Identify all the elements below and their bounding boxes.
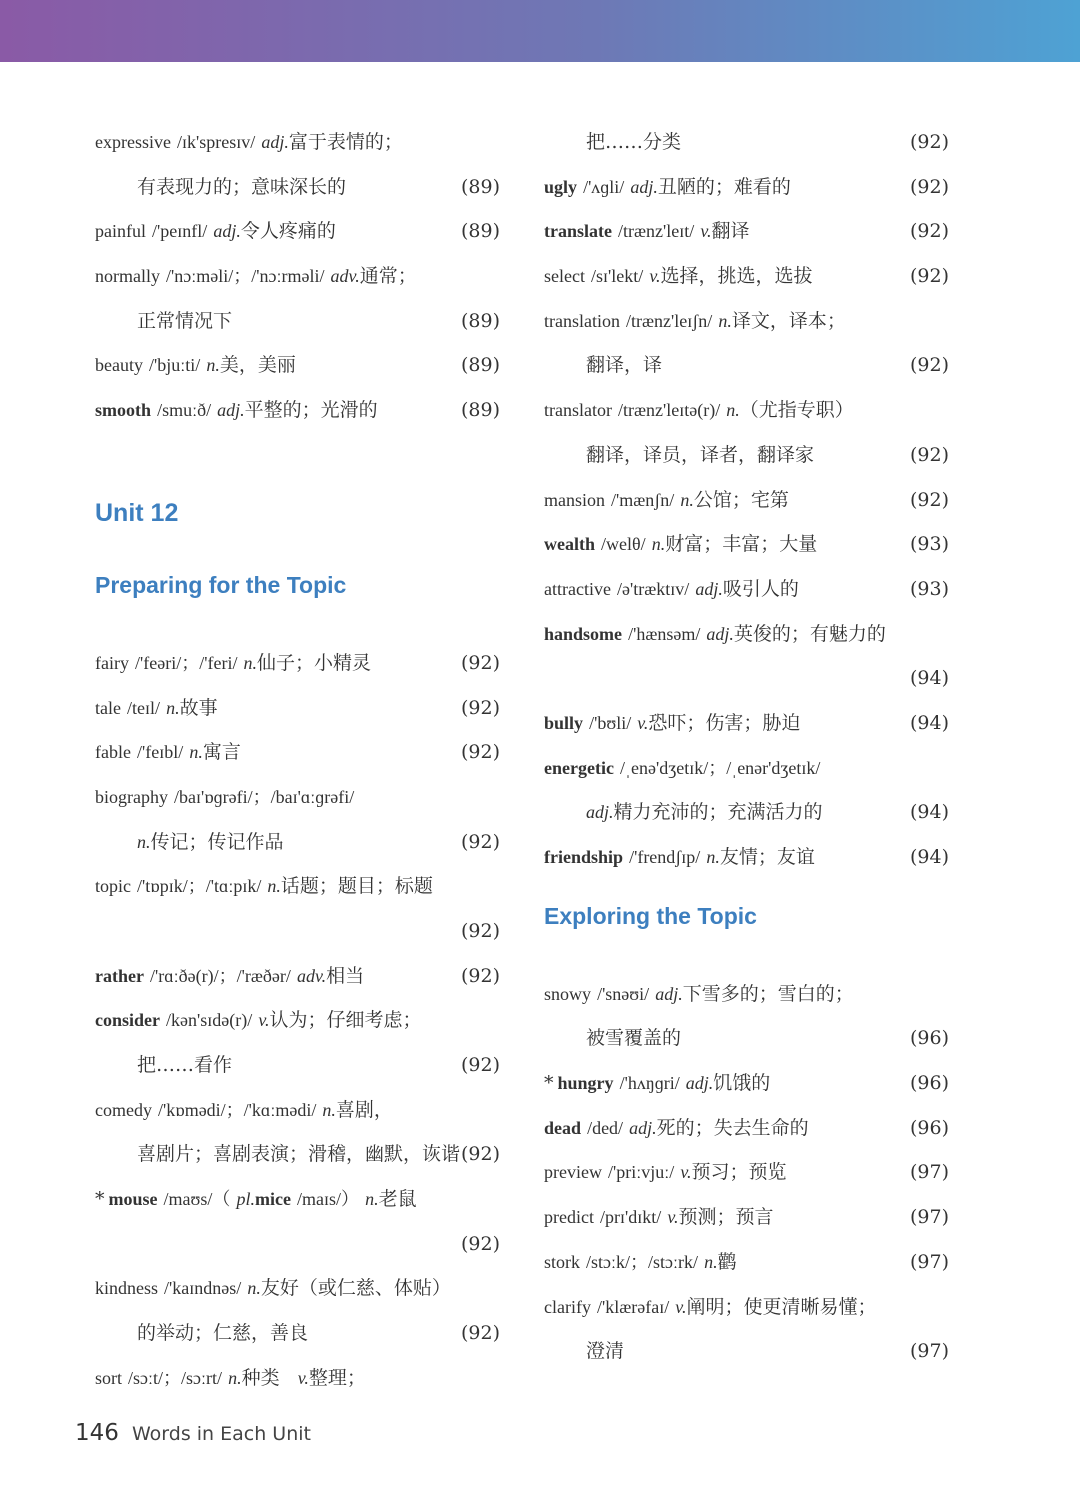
page-ref: (94) — [909, 711, 949, 734]
phonetic: /welθ/ — [601, 534, 646, 555]
part-of-speech: n. — [726, 400, 740, 421]
phonetic: /'tɒpɪk/；/'tɑːpɪk/ — [137, 876, 262, 897]
part-of-speech: v. — [675, 1296, 687, 1317]
page-ref: (92) — [460, 696, 500, 719]
page-ref: (93) — [909, 577, 949, 600]
page-ref: (92) — [460, 741, 500, 764]
page-ref: (96) — [909, 1027, 949, 1050]
vocab-entry — [544, 478, 949, 523]
vocab-entry — [95, 730, 500, 775]
part-of-speech: adj. — [586, 802, 614, 823]
definition: 恐吓；伤害；胁迫 — [648, 711, 801, 734]
part-of-speech: n. — [706, 847, 720, 867]
vocab-entry — [544, 254, 949, 299]
phonetic: /trænz'leɪʃn/ — [626, 310, 713, 331]
vocab-entry — [95, 775, 500, 820]
definition: 相当 — [326, 964, 365, 987]
vocab-entry — [95, 209, 500, 254]
footer-label: Words in Each Unit — [132, 1423, 311, 1445]
part-of-speech: v. — [667, 1207, 679, 1228]
vocab-entry — [544, 299, 949, 344]
part-of-speech: v. — [297, 1367, 309, 1388]
phonetic: /'hænsəm/ — [628, 623, 701, 644]
vocab-entry — [95, 1356, 500, 1401]
page-ref: (93) — [909, 533, 949, 556]
vocab-entry — [95, 120, 500, 165]
definition: 把……分类 — [586, 131, 682, 153]
phonetic: /'kaɪndnəs/ — [164, 1278, 242, 1299]
vocab-entry — [95, 388, 500, 433]
vocab-entry — [544, 522, 949, 567]
part-of-speech: adj. — [261, 132, 289, 152]
vocab-entry — [544, 1240, 949, 1285]
headword: predict — [544, 1207, 594, 1228]
page-ref: (92) — [460, 1232, 500, 1255]
page-footer — [75, 1420, 311, 1446]
vocab-entry — [544, 835, 949, 880]
right-column — [544, 120, 949, 1374]
vocab-entry — [544, 567, 949, 612]
page-ref: (94) — [909, 846, 949, 868]
headword: fable — [95, 742, 131, 763]
definition: 译文，译本； — [731, 309, 846, 332]
vocab-entry — [544, 209, 949, 254]
part-of-speech: v. — [258, 1010, 270, 1031]
part-of-speech: adj. — [706, 623, 734, 644]
part-of-speech: n. — [322, 1099, 336, 1120]
definition: 死的；失去生命的 — [656, 1116, 809, 1139]
part-of-speech: adv. — [296, 965, 327, 986]
page-ref: (89) — [460, 399, 500, 422]
part-of-speech: adj. — [655, 983, 683, 1004]
vocab-entry — [544, 701, 949, 746]
headword: mouse — [108, 1189, 158, 1210]
vocab-entry — [95, 864, 500, 909]
vocab-entry — [95, 1311, 500, 1356]
page-ref: (94) — [909, 667, 949, 690]
vocab-entry — [95, 998, 500, 1043]
page-ref: (97) — [909, 1206, 949, 1229]
definition: 公馆；宅第 — [693, 488, 789, 511]
definition: 精力充沛的；充满活力的 — [613, 801, 823, 824]
vocab-entry — [544, 972, 949, 1017]
headword: rather — [95, 965, 144, 986]
vocab-entry — [95, 1043, 500, 1088]
headword: translator — [544, 400, 612, 421]
phonetic: /ˌenə'dʒetɪk/；/ˌenər'dʒetɪk/ — [620, 757, 821, 778]
headword: expressive — [95, 132, 171, 152]
phonetic: /'kɒmədi/；/'kɑːmədi/ — [158, 1099, 317, 1120]
definition: 美，美丽 — [219, 354, 296, 377]
part-of-speech: adj. — [213, 221, 241, 242]
page-number: 146 — [75, 1420, 119, 1446]
unit-title: Unit 12 — [95, 498, 179, 527]
vocab-entry — [544, 656, 949, 701]
vocab-entry — [544, 1016, 949, 1061]
headword: consider — [95, 1010, 160, 1031]
headword: hungry — [557, 1073, 614, 1094]
star-marker: * — [544, 1072, 554, 1095]
headword: mansion — [544, 489, 605, 510]
page-ref: (92) — [460, 1054, 500, 1076]
phonetic: /'feəri/；/'feri/ — [135, 652, 238, 673]
headword: sort — [95, 1367, 122, 1388]
part-of-speech: n. — [704, 1251, 718, 1272]
vocab-entry — [95, 686, 500, 731]
vocab-entry — [544, 746, 949, 791]
page-ref: (92) — [460, 964, 500, 987]
part-of-speech: pl. — [236, 1189, 255, 1210]
entry-list — [544, 120, 949, 880]
phonetic: /'feɪbl/ — [137, 742, 184, 763]
definition: 友情；友谊 — [719, 846, 815, 868]
phonetic: /'hʌŋɡri/ — [619, 1073, 680, 1094]
phonetic: /ded/ — [587, 1117, 624, 1138]
definition: 财富；丰富；大量 — [665, 533, 818, 556]
headword: friendship — [544, 847, 624, 867]
headword: preview — [544, 1162, 602, 1183]
vocab-entry — [544, 1061, 949, 1106]
page-ref: (92) — [909, 443, 949, 466]
phonetic: /'snəʊi/ — [597, 983, 650, 1004]
headword: kindness — [95, 1278, 158, 1299]
part-of-speech: adj. — [217, 400, 245, 421]
definition: 富于表情的； — [288, 131, 403, 153]
phonetic: /smuːð/ — [157, 400, 212, 421]
definition: 传记；传记作品 — [150, 830, 284, 853]
definition: 认为；仔细考虑； — [269, 1009, 422, 1032]
part-of-speech: v. — [680, 1162, 692, 1183]
headword: beauty — [95, 355, 143, 376]
phonetic: /ɪk'spresɪv/ — [177, 132, 256, 152]
headword: comedy — [95, 1099, 152, 1120]
vocab-entry — [544, 1285, 949, 1330]
plural-form: mice — [255, 1189, 291, 1210]
definition: 老鼠 — [378, 1188, 417, 1211]
vocab-entry — [95, 1222, 500, 1267]
headword: stork — [544, 1251, 580, 1272]
definition: 鹳 — [717, 1250, 737, 1273]
phonetic: /ə'træktɪv/ — [617, 578, 690, 599]
phonetic: /'peɪnfl/ — [152, 221, 208, 242]
part-of-speech: v. — [637, 712, 649, 733]
part-of-speech: n. — [718, 310, 732, 331]
headword: smooth — [95, 400, 152, 421]
definition: 澄清 — [586, 1340, 625, 1363]
definition: 种类 — [241, 1366, 280, 1389]
left-column — [95, 120, 500, 1401]
definition: 翻译 — [711, 220, 750, 243]
phonetic: /'klærəfaɪ/ — [597, 1296, 670, 1317]
definition: 喜剧， — [335, 1098, 393, 1121]
definition: 阐明；使更清晰易懂； — [686, 1295, 877, 1318]
definition: 有表现力的；意味深长的 — [137, 175, 347, 198]
page-ref: (96) — [909, 1116, 949, 1139]
vocab-entry — [95, 909, 500, 954]
vocab-entry — [544, 1106, 949, 1151]
headword: attractive — [544, 578, 611, 599]
phonetic: /teɪl/ — [127, 697, 161, 718]
page-ref: (89) — [460, 175, 500, 198]
definition: 寓言 — [202, 741, 241, 764]
phonetic: /'frendʃɪp/ — [629, 847, 701, 867]
part-of-speech: adj. — [629, 1117, 657, 1138]
vocab-entry — [95, 299, 500, 344]
part-of-speech: n. — [243, 652, 258, 673]
page-ref: (92) — [460, 919, 500, 942]
definition: 预测；预言 — [678, 1206, 774, 1229]
headword: fairy — [95, 652, 129, 673]
vocab-entry — [95, 820, 500, 865]
phonetic: /sɪ'lekt/ — [591, 266, 644, 287]
part-of-speech: v. — [649, 266, 661, 287]
vocab-entry — [544, 165, 949, 210]
page-ref: (97) — [909, 1340, 949, 1363]
headword: select — [544, 266, 585, 287]
vocab-entry — [544, 433, 949, 478]
phonetic: /'bʊli/ — [589, 712, 632, 733]
phonetic: /'ʌɡli/ — [583, 176, 625, 197]
headword: translate — [544, 221, 612, 242]
definition: 把……看作 — [137, 1054, 233, 1076]
headword: wealth — [544, 534, 595, 555]
definition: 吸引人的 — [722, 577, 799, 600]
headword: handsome — [544, 623, 623, 644]
page-ref: (92) — [909, 354, 949, 377]
vocab-entry — [95, 254, 500, 299]
headword: tale — [95, 697, 121, 718]
page-ref: (94) — [909, 801, 949, 824]
part-of-speech: adv. — [330, 266, 360, 287]
definition: 通常； — [359, 265, 417, 288]
page-ref: (89) — [460, 220, 500, 243]
definition: 喜剧片；喜剧表演；滑稽，幽默，诙谐 — [137, 1143, 461, 1166]
phonetic: /sɔːt/；/sɔːrt/ — [128, 1367, 223, 1388]
page-ref: (92) — [909, 488, 949, 511]
definition: 正常情况下 — [137, 309, 233, 332]
definition: 友好（或仁慈、体贴） — [260, 1277, 451, 1300]
part-of-speech: n. — [166, 697, 180, 718]
headword: snowy — [544, 983, 592, 1004]
phonetic: /stɔːk/；/stɔːrk/ — [586, 1251, 699, 1272]
headword: biography — [95, 786, 168, 807]
entry-list — [95, 120, 500, 433]
definition: 下雪多的；雪白的； — [682, 982, 854, 1005]
phonetic: /'bjuːti/ — [149, 355, 201, 376]
section-title: Preparing for the Topic — [95, 571, 347, 598]
page-ref: (96) — [909, 1072, 949, 1095]
part-of-speech: n. — [247, 1278, 261, 1299]
headword: dead — [544, 1117, 582, 1138]
vocab-entry — [544, 790, 949, 835]
vocab-entry — [95, 1266, 500, 1311]
part-of-speech: v. — [700, 221, 712, 242]
page-ref: (92) — [909, 265, 949, 288]
definition: 预习；预览 — [691, 1161, 787, 1184]
headword: clarify — [544, 1296, 591, 1317]
page-ref: (92) — [909, 131, 949, 153]
part-of-speech: n. — [189, 742, 203, 763]
part-of-speech: n. — [267, 876, 281, 897]
part-of-speech: n. — [651, 534, 666, 555]
vocab-entry — [544, 1329, 949, 1374]
phonetic: /'priːvjuː/ — [608, 1162, 675, 1183]
vocab-entry — [544, 1150, 949, 1195]
definition: 平整的；光滑的 — [244, 399, 378, 422]
vocab-entry — [95, 954, 500, 999]
page-ref: (97) — [909, 1250, 949, 1273]
headword: translation — [544, 310, 620, 331]
page-ref: (97) — [909, 1161, 949, 1184]
definition: 饥饿的 — [713, 1072, 771, 1095]
headword: bully — [544, 712, 584, 733]
phonetic: /'nɔːməli/；/'nɔːrməli/ — [166, 266, 325, 287]
headword: topic — [95, 876, 131, 897]
page-ref: (92) — [460, 1322, 500, 1345]
vocab-entry — [95, 165, 500, 210]
vocab-entry — [544, 343, 949, 388]
page-ref: (92) — [460, 830, 500, 853]
definition: 故事 — [179, 696, 218, 719]
vocab-entry — [544, 120, 949, 165]
headword: energetic — [544, 757, 614, 778]
headword: painful — [95, 221, 146, 242]
entry-list — [95, 641, 500, 1401]
page-ref: (92) — [909, 175, 949, 198]
definition: 话题；题目；标题 — [280, 875, 433, 898]
page-ref: (89) — [460, 354, 500, 377]
phonetic: /baɪ'ɒɡrəfi/；/baɪ'ɑːɡrəfi/ — [174, 786, 355, 807]
part-of-speech: adj. — [685, 1073, 714, 1094]
definition: 丑陋的；难看的 — [657, 175, 791, 198]
definition: 选择，挑选，选拔 — [660, 265, 813, 288]
part-of-speech: n. — [206, 355, 220, 376]
page-ref: (92) — [460, 1143, 500, 1166]
vocab-entry — [95, 1177, 500, 1222]
part-of-speech: n. — [228, 1367, 242, 1388]
entry-list — [544, 972, 949, 1374]
definition: 的举动；仁慈，善良 — [137, 1322, 309, 1345]
part-of-speech: n. — [137, 831, 151, 852]
part-of-speech: n. — [680, 489, 694, 510]
vocab-entry — [544, 388, 949, 433]
definition: 翻译，译员，译者，翻译家 — [586, 443, 815, 466]
phonetic: /'mænʃn/ — [611, 489, 675, 510]
vocab-entry — [95, 641, 500, 686]
phonetic: /prɪ'dɪkt/ — [600, 1207, 662, 1228]
vocab-entry — [95, 1088, 500, 1133]
page-ref: (92) — [460, 651, 500, 674]
headword: ugly — [544, 176, 578, 197]
vocab-entry — [544, 1195, 949, 1240]
definition: 令人疼痛的 — [240, 220, 336, 243]
definition: 仙子；小精灵 — [257, 651, 372, 674]
header-gradient-bar — [0, 0, 1080, 62]
phonetic: /kən'sɪdə(r)/ — [166, 1010, 253, 1031]
phonetic: /trænz'leɪt/ — [618, 221, 695, 242]
phonetic: /trænz'leɪtə(r)/ — [618, 400, 721, 421]
vocab-entry — [95, 343, 500, 388]
vocab-entry — [95, 1132, 500, 1177]
part-of-speech: adj. — [695, 578, 723, 599]
page-ref: (89) — [460, 309, 500, 332]
section-title: Exploring the Topic — [544, 902, 757, 929]
star-marker: * — [95, 1188, 105, 1211]
headword: normally — [95, 266, 160, 287]
definition: （尤指专职） — [739, 399, 854, 422]
definition: 英俊的；有魅力的 — [733, 622, 886, 645]
definition: 翻译，译 — [586, 354, 663, 377]
definition: 被雪覆盖的 — [586, 1027, 682, 1050]
page-ref: (92) — [909, 220, 949, 243]
part-of-speech: n. — [365, 1189, 379, 1210]
phonetic: /maʊs/（ — [163, 1189, 231, 1210]
definition: 整理； — [308, 1366, 366, 1389]
part-of-speech: adj. — [630, 176, 658, 197]
vocab-entry — [544, 612, 949, 657]
phonetic: /'rɑːðə(r)/；/'ræðər/ — [150, 965, 291, 986]
plural-phonetic: /maɪs/） — [297, 1189, 360, 1210]
